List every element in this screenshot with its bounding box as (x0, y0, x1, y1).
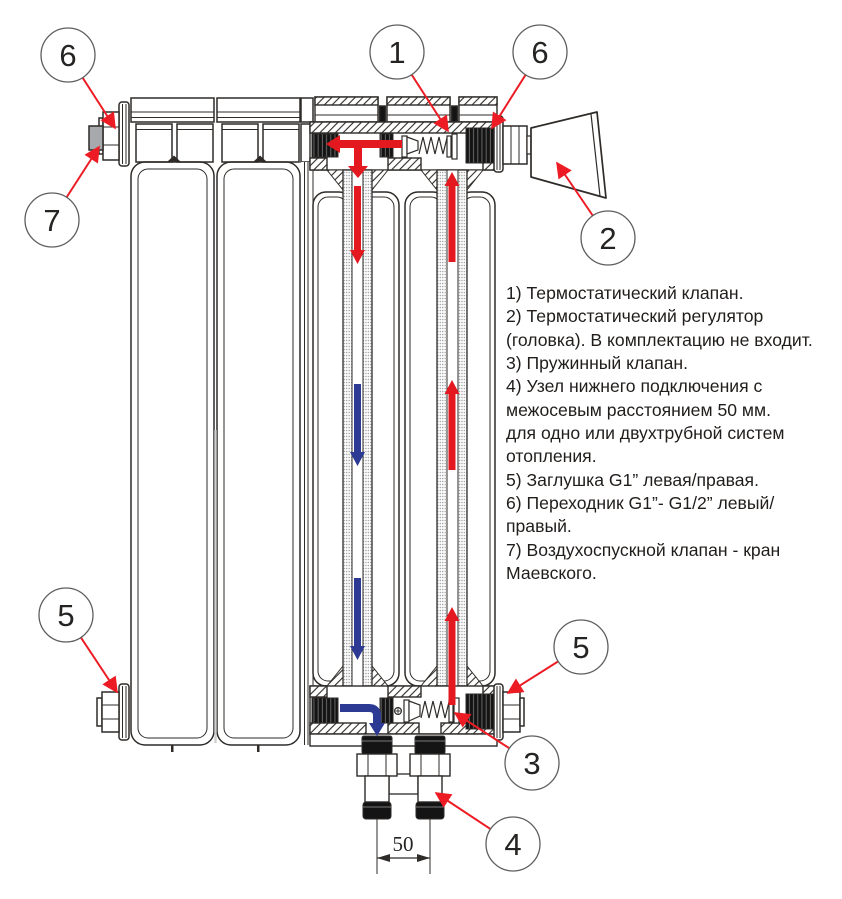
legend-line-12: 7) Воздухоспускной клапан - кран (506, 539, 781, 560)
legend-line-4: 3) Пружинный клапан. (506, 353, 689, 374)
callout-5-right (554, 620, 608, 674)
cutaway-top-collector (310, 97, 497, 170)
section-bodies (131, 162, 313, 752)
radiator-external-view (131, 98, 313, 752)
section-top-caps (131, 98, 313, 122)
bottom-pipe-right (410, 736, 450, 874)
cutaway-bottom-collector (310, 686, 497, 746)
left-bottom-plug (97, 684, 129, 740)
callout-4 (486, 817, 540, 871)
svg-text:4: 4 (504, 827, 522, 862)
legend-line-9: 5) Заглушка G1” левая/правая. (506, 469, 759, 490)
legend-line-2: 2) Термостатический регулятор (506, 306, 764, 327)
legend-line-8: отопления. (506, 446, 597, 467)
legend-line-3: (головка). В комплектацию не входит. (506, 329, 813, 350)
legend (506, 282, 842, 585)
vent-screw-gray (89, 126, 103, 150)
callout-6-left (41, 28, 95, 82)
thermostatic-head (494, 112, 606, 198)
svg-text:5: 5 (572, 630, 590, 665)
adapter-g1-g12-top (466, 128, 494, 163)
head-body (531, 112, 606, 198)
legend-line-1: 1) Термостатический клапан. (506, 283, 744, 303)
dimension-50-label: 50 (392, 832, 414, 856)
svg-text:1: 1 (388, 35, 406, 70)
legend-line-13: Маевского. (506, 563, 597, 584)
cutaway-section-bodies (313, 192, 495, 686)
svg-text:2: 2 (599, 221, 617, 256)
svg-text:5: 5 (57, 598, 75, 633)
callout-6-right (513, 25, 567, 79)
bottom-pipe-left (357, 736, 397, 874)
dimension-50 (377, 832, 430, 862)
air-vent-valve (89, 102, 129, 166)
svg-text:6: 6 (59, 38, 77, 73)
callout-1 (370, 25, 424, 79)
svg-text:7: 7 (43, 203, 61, 238)
legend-line-6: межосевым расстоянием 50 мм. (506, 399, 771, 420)
legend-line-5: 4) Узел нижнего подключения с (506, 376, 763, 397)
legend-line-10: 6) Переходник G1”- G1/2” левый/ (506, 493, 775, 514)
callout-2 (581, 211, 635, 265)
svg-text:3: 3 (523, 746, 541, 781)
legend-line-11: правый. (506, 516, 572, 537)
callout-3 (505, 736, 559, 790)
callout-5-left (39, 588, 93, 642)
legend-line-7: для одно или двухтрубной систем (506, 423, 785, 444)
head-hex-nut (503, 126, 527, 164)
svg-text:6: 6 (531, 35, 549, 70)
section-fins (136, 124, 313, 162)
callout-7 (25, 193, 79, 247)
